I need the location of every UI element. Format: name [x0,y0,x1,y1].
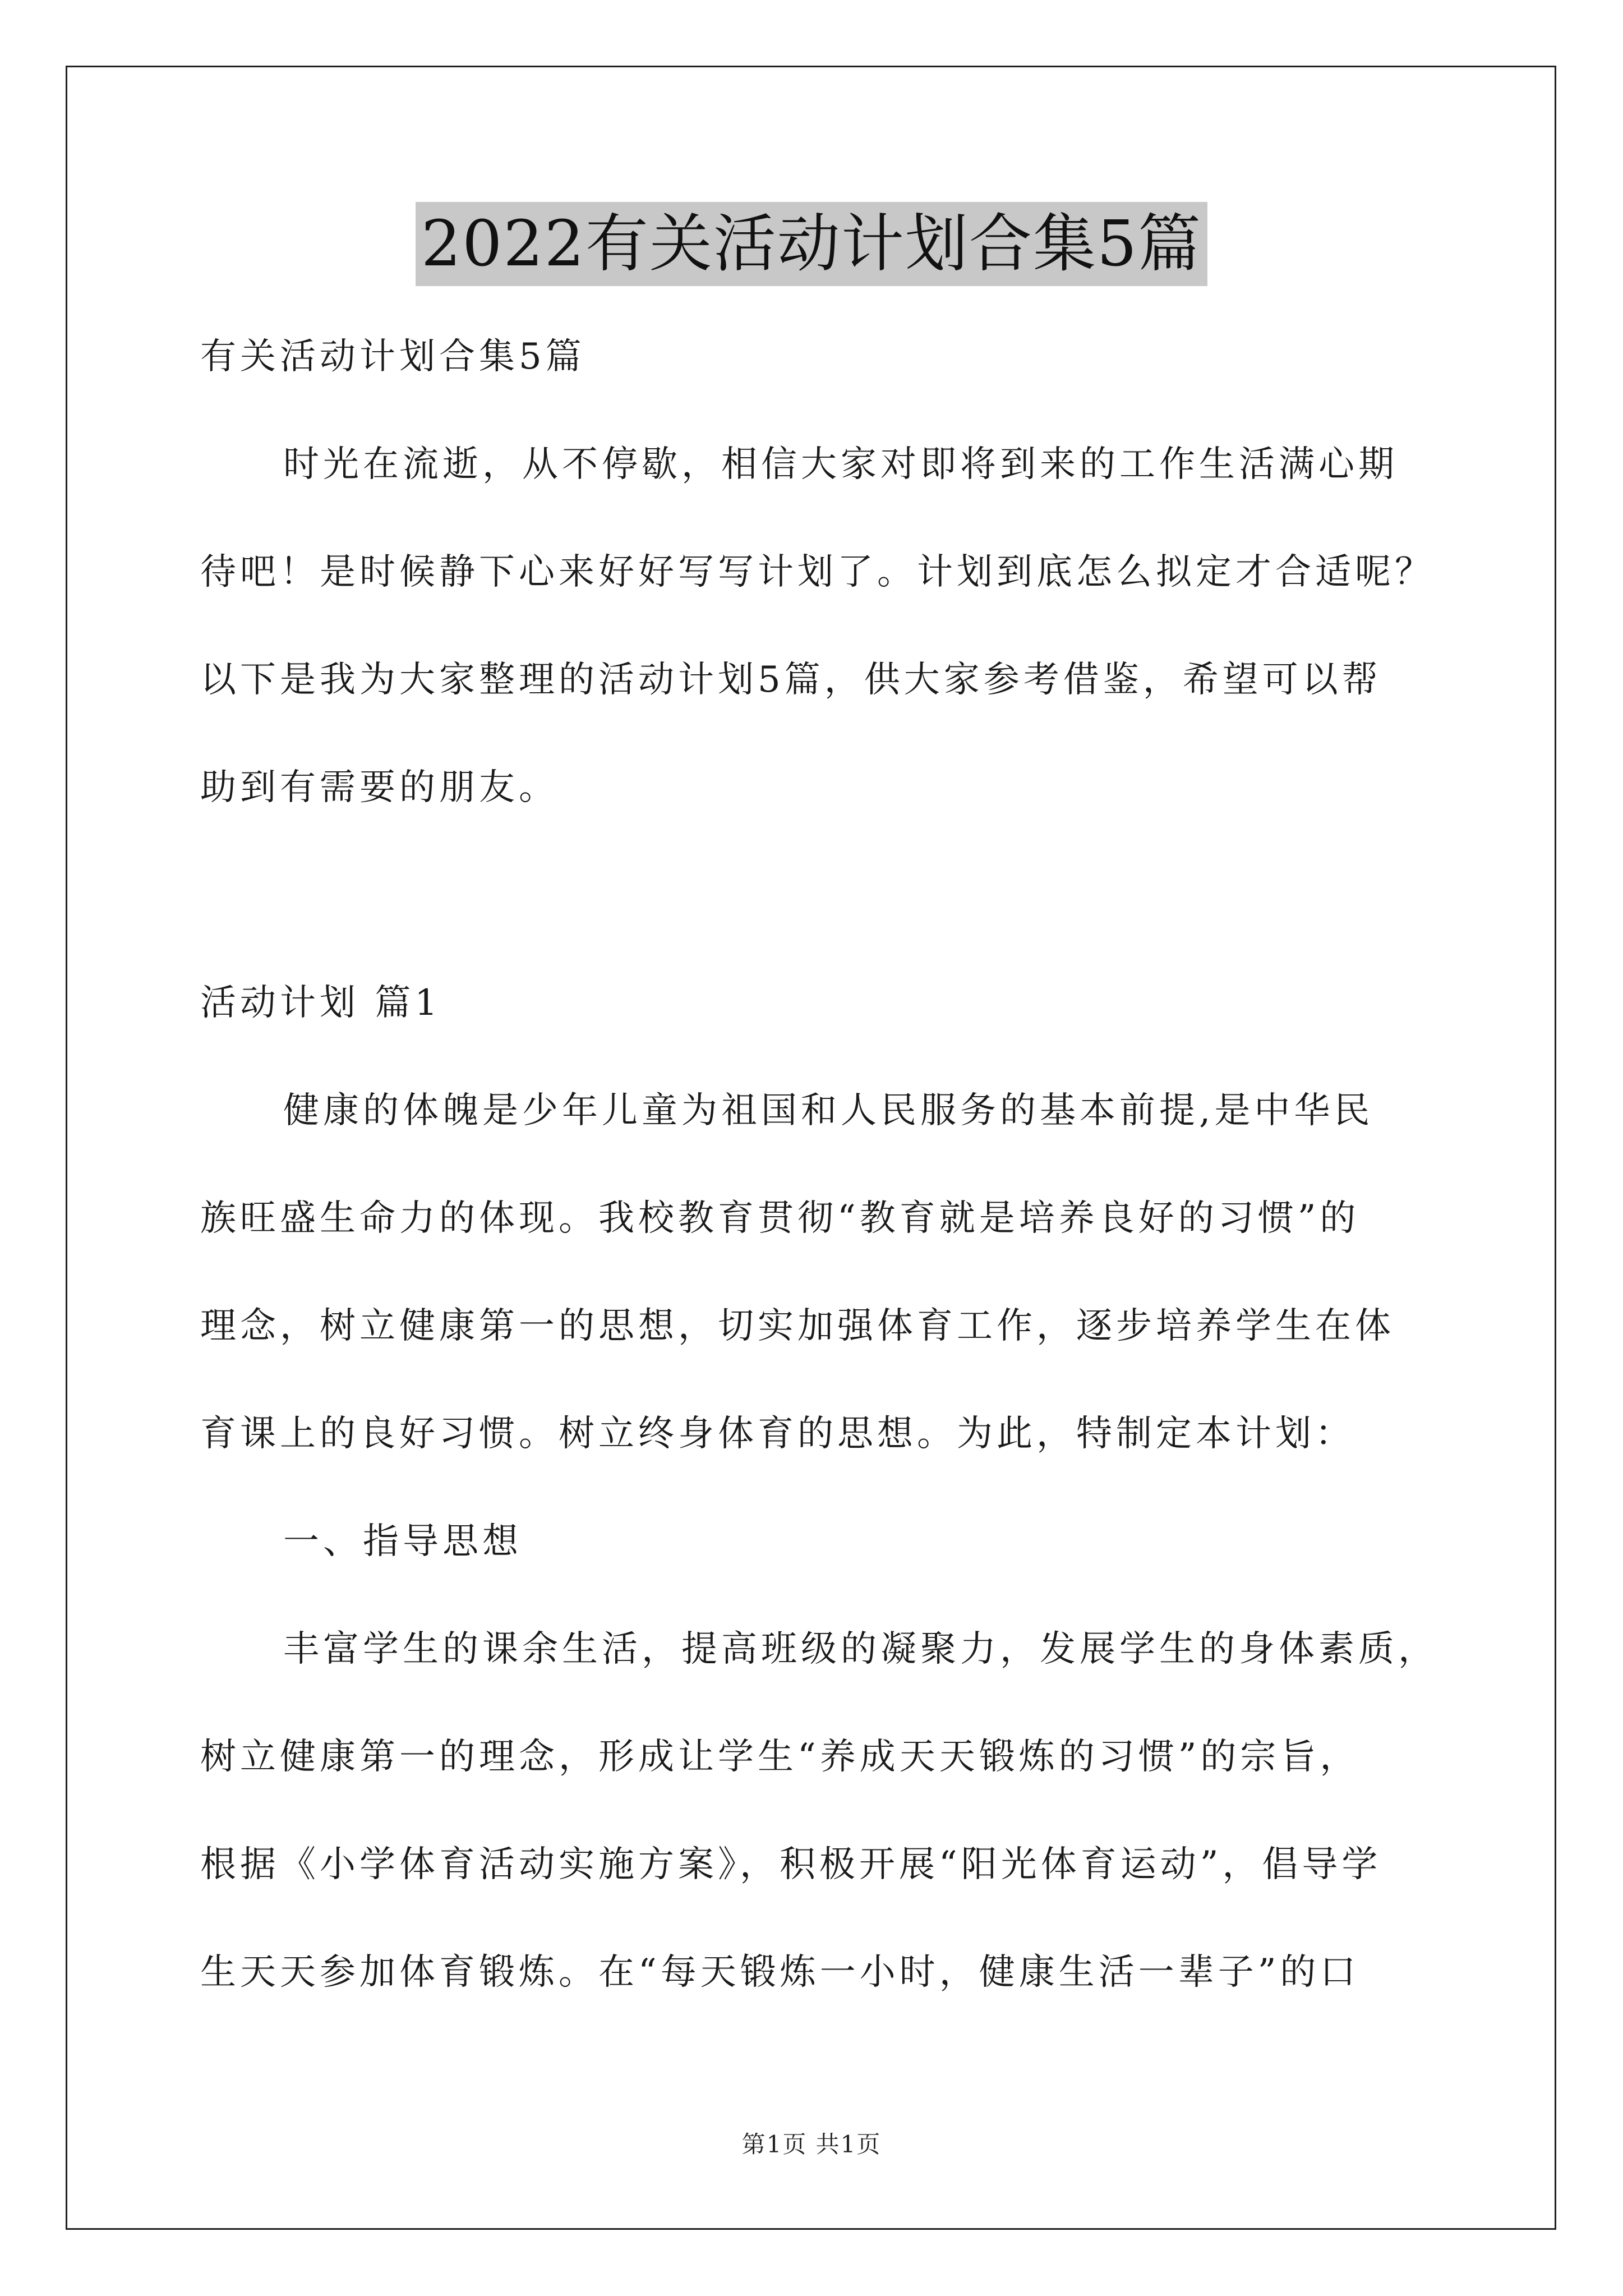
document-title: 2022有关活动计划合集5篇 [416,202,1207,286]
guidance-line: 树立健康第一的理念，形成让学生“养成天天锻炼的习惯”的宗旨， [200,1736,1360,1778]
guidance-line: 根据《小学体育活动实施方案》，积极开展“阳光体育运动”，倡导学 [200,1844,1382,1885]
intro-line: 待吧！是时候静下心来好好写写计划了。计划到底怎么拟定才合适呢？ [200,551,1435,593]
intro-line: 助到有需要的朋友。 [200,767,559,808]
section-heading: 活动计划 篇1 [200,982,442,1024]
title-container [0,202,1623,286]
guidance-line: 生天天参加体育锻炼。在“每天锻炼一小时，健康生活一辈子”的口 [200,1952,1360,1993]
subheading: 一、指导思想 [283,1521,522,1562]
guidance-line: 丰富学生的课余生活，提高班级的凝聚力，发展学生的身体素质， [283,1628,1438,1670]
section-line: 理念，树立健康第一的思想，切实加强体育工作，逐步培养学生在体 [200,1305,1395,1347]
paragraph-gap [200,841,1428,949]
section-line: 育课上的良好习惯。树立终身体育的思想。为此，特制定本计划： [200,1413,1355,1455]
document-body [200,303,1438,2026]
section-line: 族旺盛生命力的体现。我校教育贯彻“教育就是培养良好的习惯”的 [200,1198,1360,1239]
section-line: 健康的体魄是少年儿童为祖国和人民服务的基本前提,是中华民 [283,1090,1374,1131]
page-footer: 第1页 共1页 [741,2131,882,2158]
intro-line: 时光在流逝，从不停歇，相信大家对即将到来的工作生活满心期 [283,444,1398,485]
document-subtitle: 有关活动计划合集5篇 [200,336,585,378]
intro-line: 以下是我为大家整理的活动计划5篇，供大家参考借鉴，希望可以帮 [200,659,1382,701]
